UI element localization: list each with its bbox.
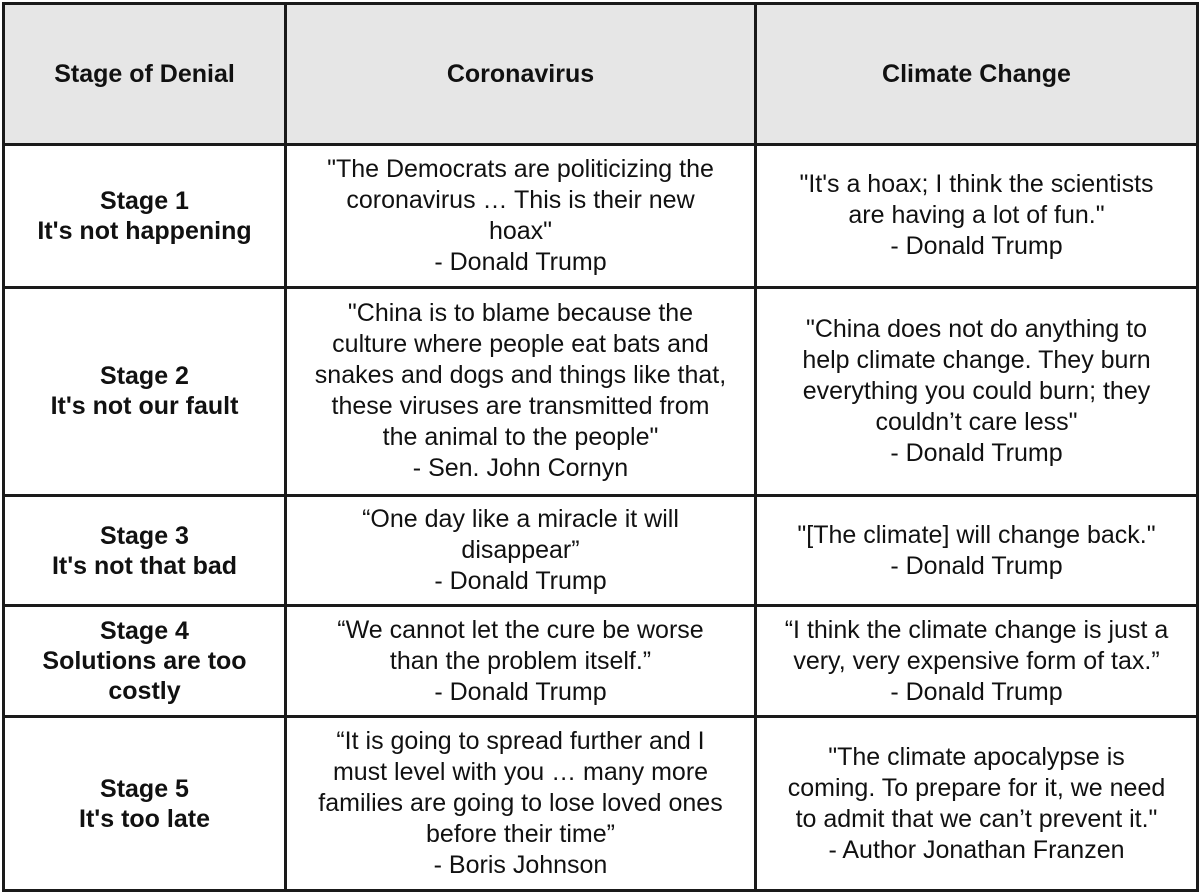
stage-cell — [4, 287, 286, 495]
quote-line: must level with you … many more — [332, 758, 709, 786]
stage-number: Stage 1 — [100, 186, 189, 215]
stage-cell — [4, 495, 286, 606]
header-climate-change: Climate Change — [756, 4, 1198, 145]
quote-line: than the problem itself.” — [389, 646, 652, 675]
coronavirus-quote-cell — [286, 495, 756, 606]
table-row — [4, 287, 1198, 495]
stage-label: It's too late — [79, 804, 210, 833]
quote-attribution: - Donald Trump — [890, 551, 1063, 580]
climate-quote-cell — [756, 287, 1198, 495]
quote-line: “We cannot let the cure be worse — [337, 615, 704, 644]
quote-line: coronavirus … This is their new — [346, 185, 695, 214]
coronavirus-quote-cell — [286, 287, 756, 495]
quote-attribution: - Donald Trump — [890, 438, 1063, 467]
climate-quote-cell — [756, 717, 1198, 891]
table-row — [4, 606, 1198, 717]
quote-attribution: - Sen. John Cornyn — [412, 454, 629, 483]
table-row — [4, 495, 1198, 606]
quote-line: everything you could burn; they — [802, 376, 1151, 405]
quote-line: these viruses are transmitted from — [331, 392, 710, 421]
quote-line: "The climate apocalypse is — [828, 742, 1125, 771]
quote-line: couldn’t care less" — [875, 407, 1078, 436]
denial-comparison-table — [2, 2, 1199, 892]
stage-cell — [4, 606, 286, 717]
quote-line: are having a lot of fun." — [848, 201, 1105, 230]
stage-label: It's not that bad — [51, 551, 238, 580]
table-row — [4, 145, 1198, 288]
stage-number: Stage 4 — [100, 617, 189, 646]
quote-line: "[The climate] will change back." — [797, 520, 1156, 549]
climate-quote-cell — [756, 145, 1198, 288]
quote-attribution: - Donald Trump — [890, 677, 1063, 706]
stage-label: Solutions are too — [42, 647, 247, 676]
quote-attribution: - Donald Trump — [434, 677, 607, 706]
quote-attribution: - Author Jonathan Franzen — [828, 835, 1125, 864]
quote-line: “I think the climate change is just a — [784, 615, 1169, 644]
quote-line: coming. To prepare for it, we need — [787, 773, 1166, 802]
stage-number: Stage 5 — [100, 774, 189, 803]
quote-line: very, very expensive form of tax.” — [793, 646, 1160, 675]
coronavirus-quote-cell — [286, 717, 756, 891]
header-stage: Stage of Denial — [4, 4, 286, 145]
stage-cell — [4, 717, 286, 891]
quote-line: hoax" — [488, 216, 553, 245]
coronavirus-quote-cell — [286, 606, 756, 717]
quote-attribution: - Donald Trump — [434, 567, 607, 596]
header-row — [4, 4, 1198, 145]
coronavirus-quote-cell — [286, 145, 756, 288]
quote-line: help climate change. They burn — [802, 345, 1151, 374]
stage-label: costly — [108, 677, 181, 706]
quote-line: before their time” — [426, 820, 615, 848]
quote-line: "China does not do anything to — [805, 314, 1148, 343]
quote-line: “One day like a miracle it will — [362, 505, 679, 534]
quote-line: the animal to the people" — [382, 423, 659, 452]
stage-cell — [4, 145, 286, 288]
quote-line: families are going to lose loved ones — [318, 789, 723, 817]
climate-quote-cell — [756, 606, 1198, 717]
quote-line: "The Democrats are politicizing the — [327, 154, 714, 183]
quote-line: snakes and dogs and things like that, — [314, 361, 727, 390]
climate-quote-cell — [756, 495, 1198, 606]
header-coronavirus: Coronavirus — [286, 4, 756, 145]
quote-line: disappear” — [461, 536, 580, 565]
stage-label: It's not happening — [37, 216, 252, 245]
quote-line: "China is to blame because the — [347, 299, 694, 328]
quote-line: culture where people eat bats and — [332, 330, 709, 359]
stage-number: Stage 2 — [100, 362, 189, 391]
stage-number: Stage 3 — [100, 521, 189, 550]
quote-line: "It's a hoax; I think the scientists — [799, 170, 1154, 199]
stage-label: It's not our fault — [50, 392, 239, 421]
quote-attribution: - Donald Trump — [890, 232, 1063, 261]
quote-attribution: - Boris Johnson — [433, 851, 608, 879]
quote-line: “It is going to spread further and I — [336, 727, 705, 755]
quote-line: to admit that we can’t prevent it." — [795, 804, 1158, 833]
table-row — [4, 717, 1198, 891]
quote-attribution: - Donald Trump — [434, 247, 607, 276]
